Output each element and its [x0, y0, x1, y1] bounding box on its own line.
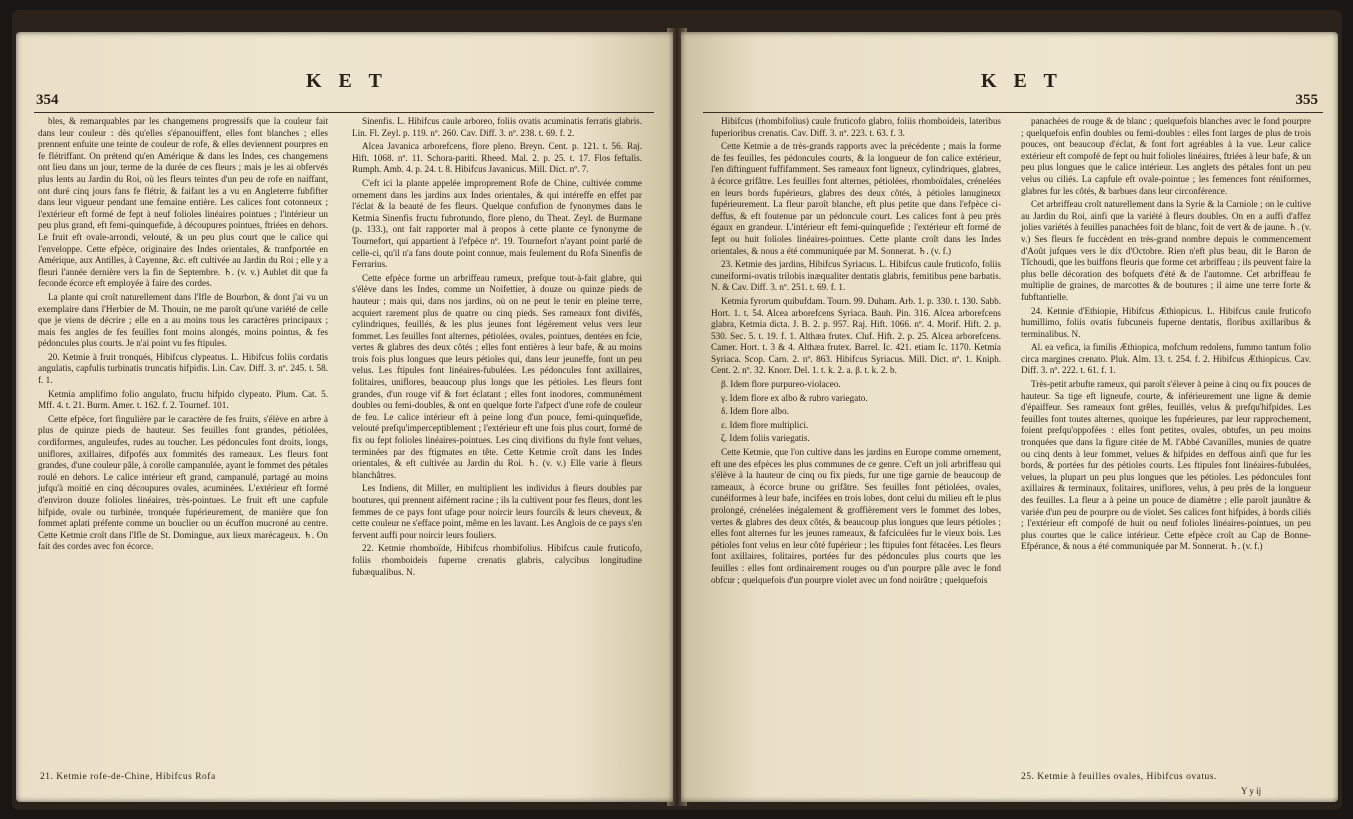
paragraph: Ketmia amplifimo folio angulato, fructu hifpido clypeato. Plum. Cat. 5. Mff. 4. t. 21. Burm. Amer. t. 162. f. 2. Tournef. 101. — [38, 388, 328, 411]
right-column-1 — [711, 116, 1001, 588]
left-catchword: 21. Ketmie rofe-de-Chine, Hibifcus Rofa — [40, 772, 216, 782]
paragraph: 20. Ketmie à fruit tronqués, Hibifcus clypeatus. L. Hibifcus foliis cordatis angulatis, capfulis turbinatis truncatis hifpidis. Lin. Cav. Diff. 3. nº. 245. t. 58. f. 1. — [38, 351, 328, 386]
paragraph: Cette efpèce forme un arbriffeau rameux, prefque tout-à-fait glabre, qui s'élève dans les Indes, comme un Noifettier, à douze ou quinze pieds de hauteur ; mais qui, dans nos jardins, où on ne peut le tenir en pleine terre, acquiert rarement plus de quatre ou cinq pieds. Ses rameaux font divifés, cylindriques, feuillés, & les plus jeunes font légérement velus vers leur fommet. Les feuilles font alternes, pétiolées, ovales, pointues, dentées en fcie, vertes & glabres des deux côtés ; elles font entières à leur bafe, & au moins trois fois plus longues que leurs pétioles qui, dans leur jeuneffe, font un peu velus. Les ftipules font linéaires-fubulées. Les pédoncules font axillaires, folitaires, uniflores, beaucoup plus longs que les pétioles. Les fleurs font grandes, d'un rouge vif & fort éclatant ; elles font inodores, communément doubles ou femi-doubles, & ont en quelque forte l'afpect d'une rofe de couleur de feu. Le calice intérieur eft à peine long d'un pouce, femi-quinquefide, velouté prefqu'imperceptiblement ; l'extérieur eft une fois plus court, formé de fix ou fept folioles linéaires-pointues. Les cinq divifions du ftyle font velues, terminées par des ftigmates en tête. Cette Ketmie croît dans les Indes orientales, & eft cultivée au Jardin du Roi. ♄. (v. v.) Elle varie à fleurs blanchâtres. — [352, 272, 642, 480]
paragraph: La plante qui croît naturellement dans l'Ifle de Bourbon, & dont j'ai vu un exemplaire dans l'Herbier de M. Thouin, ne me paroît qu'une variété de celle que je viens de décrire ; elle en a au moins tous les caractères principaux ; mais fes angles de fes feuilles font moins alongés, moins pointus, & fes pédoncules plus courts. Je n'ai point vu fes ftipules. — [38, 291, 328, 349]
left-head-rule — [34, 112, 654, 113]
paragraph: C'eft ici la plante appelée improprement Rofe de Chine, cultivée comme ornement dans les jardins aux Indes orientales, & qui intéreffe en effet par l'éclat & la beauté de fes fleurs. Quelque confufion de fynonymes dans le Ketmia Sinenfis fructu fubrotundo, flore pleno, du Theat. Zeyl. de Burmane (p. 133.), ont fait rapporter mal à propos à cette plante ce fynonyme de Tournefort, qui appartient à l'efpèce nº. 19. Tournefort n'ayant point parlé de celle-ci, qu'il n'a fans doute point connue, mais feulement du Rofa Sinenfis de Ferrarius. — [352, 177, 642, 270]
paragraph: Ketmia fyrorum quibufdam. Tourn. 99. Duham. Arb. 1. p. 330. t. 130. Sabb. Hort. 1. t. 54. Alcea arborefcens Syriaca. Bauh. Pin. 316. Alcea arborefcens glabra, Ketmia dicta. J. B. 2. p. 957. Raj. Hift. 1066. nº. 4. Morif. Hift. 2. p. 530. Sec. 5. t. 19. f. 1. Althæa frutex. Cluf. Hift. 2. p. 25. Alcea arborefcens. Camer. Hort. t. 3 & 4. Althæa frutex. Barrel. Ic. 421. etiam Ic. 1170. Ketmia Syriaca. Scop. Carn. 2. nº. 863. Hibifcus Syriacus. Mill. Dict. nº. 1. Kniph. Cent. 2. nº. 32. Knorr. Del. 1. t. k. 2. a. β. t. k. 2. b. — [711, 295, 1001, 376]
paragraph: ε. Idem flore multiplici. — [721, 419, 809, 430]
paragraph: 23. Ketmie des jardins, Hibifcus Syriacus. L. Hibifcus caule fruticofo, foliis cuneiformi-ovatis trilobis inæqualiter dentatis glabris, femitibus pene barbatis. N. & Cav. Diff. 3. nº. 251. t. 69. f. 1. — [711, 259, 1001, 293]
paragraph: Hibifcus (rhombifolius) caule fruticofo glabro, foliis rhomboideis, lateribus fuperioribus crenatis. Cav. Diff. 3. nº. 223. t. 63. f. 3. — [711, 116, 1001, 138]
paragraph: Sinenfis. L. Hibifcus caule arboreo, foliis ovatis acuminatis ferratis glabris. Lin. Fl. Zeyl. p. 119. nº. 260. Cav. Diff. 3. nº. 238. t. 69. f. 2. — [352, 116, 642, 138]
paragraph: Les Indiens, dit Miller, en multiplient les individus à fleurs doubles par boutures, qui prennent aifément racine ; ils la cultivent pour fes fleurs, dont les femmes de ce pays font ufage pour noircir leurs fourcils & leurs cheveux, & cette couleur ne s'efface point, même en les lavant. Les Anglois de ce pays s'en fervent auffi pour noircir leurs fouliers. — [352, 483, 642, 540]
right-page — [681, 32, 1338, 802]
right-column-2 — [1021, 116, 1311, 555]
paragraph: Alcea Javanica arborefcens, flore pleno. Breyn. Cent. p. 121. t. 56. Raj. Hift. 1068. nº. 11. Schora-pariti. Rheed. Mal. 2. p. 25. t. 17. Flos feftalis. Rumph. Amb. 4. p. 24. t. 8. Hibifcus Javanicus. Mill. Dict. nº. 7. — [352, 141, 642, 175]
right-page-number: 355 — [1295, 92, 1318, 108]
right-catchword: 25. Ketmie à feuilles ovales, Hibifcus ovatus. — [1021, 772, 1217, 782]
left-page — [16, 32, 673, 802]
paragraph: Cette efpèce, fort fingulière par le caractère de fes fruits, s'élève en arbre à plus de quinze pieds de hauteur. Ses feuilles font grandes, pétiolées, cordiformes, anguleufes, rudes au toucher. Les pédoncules font droits, longs, uniflores, axillaires, difpofés aux fommités des rameaux. Les fleurs font grandes, d'une couleur pâle, à corolle campanulée, ayant le fommet des pétales roulé en dehors. Le calice intérieur eft grand, campanulé, partagé au moins jufqu'à moitié en cinq découpures ovales, acuminées. L'extérieur eft formé d'environ douze folioles linéaires, très-pointues. Le fruit eft une capfule hifpide, ovale ou turbinée, tronquée fupérieurement, de manière que fon fommet aplati préfente comme un bouclier ou un écuffon mucroné au centre. Cette Ketmie croît dans l'Ifle de St. Domingue, aux lieux marécageux. ♄. On fait des cordes avec fon écorce. — [38, 413, 328, 552]
paragraph: panachées de rouge & de blanc ; quelquefois blanches avec le fond pourpre ; quelquefois enfin doubles ou femi-doubles : elles font larges de plus de trois pouces, ont beaucoup d'éclat, & font fort agréables à la vue. Leur calice extérieur eft compofé de fept ou huit folioles linéaires, ftriées à leur bafe, & un peu plus longues que le calice intérieur. Les anglets des pétales font un peu velus ou ciliés. La capfule eft ovale-pointue ; les femences font réniformes, glabres fur les côtés, & barbues dans leur circonférence. — [1021, 116, 1311, 196]
paragraph: Cette Ketmie, que l'on cultive dans les jardins en Europe comme ornement, eft une des efpèces les plus communes de ce genre. C'eft un joli arbriffeau qui s'élève à la hauteur de cinq ou fix pieds, fur une tige garnie de beaucoup de rameaux, à écorce brune ou grifâtre. Ses feuilles font pétiolées, ovales, cunéiformes à leur bafe, incifées en trois lobes, dont celui du milieu eft le plus prolongé, crénelées inégalement & groffièrement vers le fommet des lobes, vertes & glabres des deux côtés, & beaucoup plus longues que leurs pétioles ; elles font alternes fur les jeunes rameaux, & fafciculées fur le vieux bois. Les pétioles font velus en leur côté fupérieur ; les ftipules font fétacées. Les fleurs font axillaires, folitaires, portées fur des pédoncules plus courts que les feuilles : elles font ordinairement rouges ou d'un pourpre pâle avec le fond obfcur ; quelquefois d'un pourpre violet avec un fond noirâtre ; quelquefois — [711, 447, 1001, 585]
left-column-1 — [38, 116, 328, 555]
left-running-head: K E T — [306, 70, 388, 92]
paragraph: γ. Idem flore ex albo & rubro variegato. — [721, 392, 868, 403]
paragraph: ζ. Idem foliis variegatis. — [721, 433, 810, 444]
paragraph: 24. Ketmie d'Ethiopie, Hibifcus Æthiopicus. L. Hibifcus caule fruticofo humillimo, foliis ovatis fubcuneis fuperne dentatis, floribus axillaribus & terminalibus. N. — [1021, 305, 1311, 339]
paragraph: 22. Ketmie rhomboïde, Hibifcus rhombifolius. Hibifcus caule fruticofo, foliis rhomboideis fuperne crenatis glabris, calycibus longitudine fubæqualibus. N. — [352, 543, 642, 577]
signature-mark: Y y ij — [1241, 786, 1262, 796]
right-running-head: K E T — [981, 70, 1063, 92]
paragraph: Cet arbriffeau croît naturellement dans la Syrie & la Carniole ; on le cultive au Jardin du Roi, ainfi que la variété à fleurs doubles. On en a auffi d'affez jolies variétés à feuilles panachées foit de blanc, foit de vert & de jaune. ♄. (v. v.) Ses fleurs fe fuccèdent en très-grand nombre depuis le commencement d'Août jufques vers le dix d'Octobre. Rien n'eft plus beau, dit le Baron de Tſchoudi, que les buiffons fleuris que forme cet arbriffeau ; ils peuvent faire la plus belle décoration des bofquets d'été & de l'automne. Cet arbriffeau fe multiplie de graines, de marcottes & de boutures ; il aime une terre forte & fubftantielle. — [1021, 199, 1311, 302]
open-book — [12, 10, 1342, 810]
paragraph: δ. Idem flore albo. — [721, 406, 789, 417]
paragraph: Cette Ketmie a de très-grands rapports avec la précédente ; mais la forme de fes feuilles, fes pédoncules courts, & la longueur de fon calice extérieur, l'en diftinguent fuffifamment. Ses rameaux font ligneux, cylindriques, glabres, à écorce grifâtre. Les feuilles font alternes, pétiolées, rhomboïdales, crénelées en leurs bords fupérieurs, glabres des deux côtés, à pétioles lanugineux fupérieurement. La fleur paroît blanche, eft plus petite que dans l'efpèce ci-deffus, & eft foutenue par un pédoncule court. Les calices font à peu près égaux en grandeur. L'intérieur eft femi-quinquefide ; l'extérieur eft formé de fept ou huit folioles linéaires-pointues. Cette plante croît dans les Indes orientales, & nous a été communiquée par M. Sonnerat. ♄. (v. f.) — [711, 141, 1001, 256]
paragraph: β. Idem flore purpureo-violaceo. — [721, 379, 841, 390]
right-head-rule — [703, 112, 1323, 113]
paragraph: Très-petit arbufte rameux, qui paroît s'élever à peine à cinq ou fix pouces de hauteur. Sa tige eft ligneufe, courte, & inférieurement une ligne & demie d'épaiffeur. Ses rameaux font grêles, feuillés, velus & prefqu'hifpides. Les feuilles font toutes alternes, quoique les fupérieures, par leur rapprochement, foient prefqu'oppofées : elles font petites, ovales, obtufes, un peu moins tronquées que dans la figure citée de M. l'Abbé Cavanilles, munies de quatre ou cinq dents à leur fommet, velues & hifpides en deffous ainfi que fur les bords, & portées fur des pétioles courts. Les ftipules font linéaires-fubulées, velues, la plupart un peu plus longues que les pétioles. Les pédoncules font axillaires & terminaux, folitaires, uniflores, velus, à peu près de la longueur des feuilles. La fleur a à peine un pouce de diamètre ; elle paroît jaunâtre & variée d'un peu de pourpre ou de violet. Ses calices font hifpides, à bords ciliés ; l'extérieur eft compofé de huit ou neuf folioles linéaires-pointues, un peu plus courtes que le calice intérieur. Cette efpèce croît au Cap de Bonne-Efpérance, & nous a été communiquée par M. Sonnerat. ♄. (v. f.) — [1021, 379, 1311, 552]
left-column-2 — [352, 116, 642, 580]
paragraph: bles, & remarquables par les changemens progressifs que la couleur fait dans leur couleur : dès qu'elles s'épanouiffent, elles font blanches ; elles prennent enfuite une teinte de couleur de rofe, & elles deviennent pourpres en fe flétriffant. On prétend qu'en Amérique & dans les Indes, ces changemens ont lieu dans un jour, terme de la durée de ces fleurs ; mais je les ai obfervés plus lents au Jardin du Roi, où les fleurs teintes d'un peu de rofe en naiffant, ont duré cinq jours fans fe flétrir, & faifant les a vu en Angleterre fubfifter dans leur vigueur pendant une femaine entière. Les calices font cotonneux ; l'extérieur eft formé de fept à neuf folioles linéaires pointues ; l'intérieur un peu plus grand, eft femi-quinquefide, à découpures pointues, ftriées en dehors. Le fruit eft ovale-arrondi, velouté, & un peu plus court que le calice qui l'enveloppe. Cette efpèce, originaire des Indes orientales, & tranfportée en Amérique, aux Antilles, à Cayenne, &c. eft cultivée au Jardin du Roi ; elle y a fleuri l'année dernière vers la fin de Septembre. ♄. (v. v.) Aublet dit que fa feconde écorce eft employée à faire des cordes. — [38, 116, 328, 289]
left-page-number: 354 — [36, 92, 59, 108]
paragraph: Al. ea vefica, ia fimilis Æthiopica, mofchum redolens, fummo tantum folio circa margines crenato. Pluk. Alm. 13. t. 254. f. 2. Hibifcus Æthiopicus. Cav. Diff. 3. nº. 222. t. 61. f. 1. — [1021, 342, 1311, 376]
